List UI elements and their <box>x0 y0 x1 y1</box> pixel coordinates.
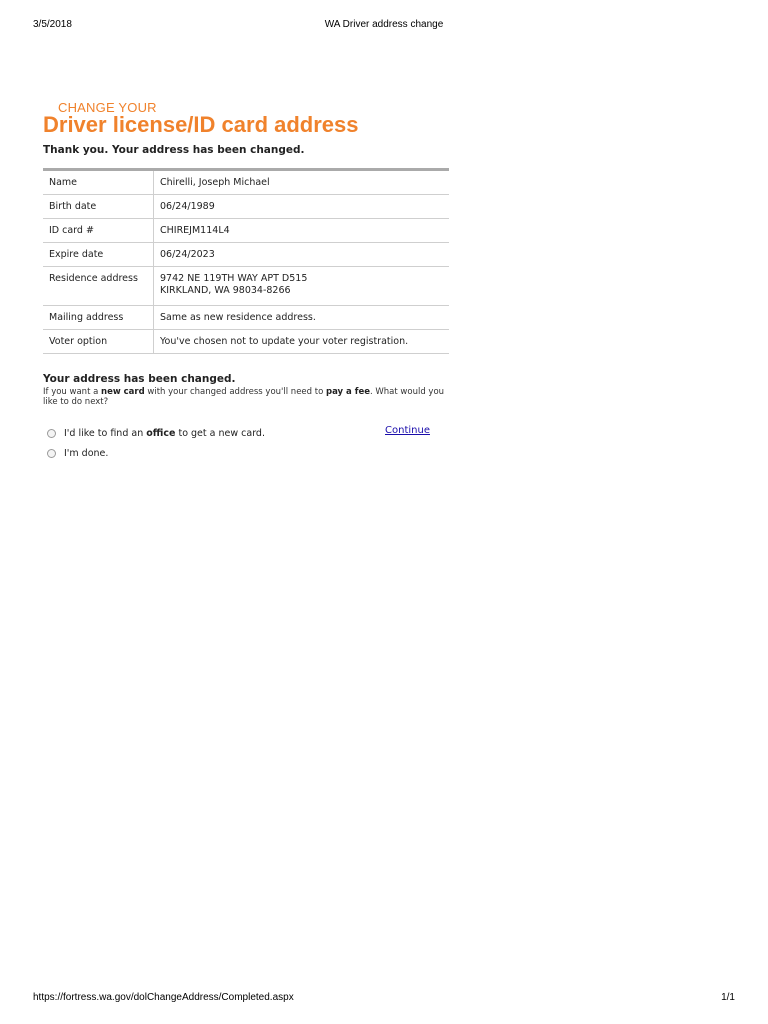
print-footer-page-number: 1/1 <box>721 992 735 1003</box>
row-value-name: Chirelli, Joseph Michael <box>154 170 450 195</box>
address-details-table <box>43 168 449 354</box>
row-label-expire-date: Expire date <box>43 243 154 267</box>
option-text: I'd like to find an <box>64 427 147 439</box>
print-footer-url: https://fortress.wa.gov/dolChangeAddress/Completed.aspx <box>33 992 294 1003</box>
row-label-id-card: ID card # <box>43 219 154 243</box>
print-header-title: WA Driver address change <box>324 19 444 30</box>
row-value-mailing-address: Same as new residence address. <box>154 306 450 330</box>
next-steps-description <box>43 387 453 407</box>
radio-find-office[interactable] <box>47 429 56 438</box>
row-label-residence-address: Residence address <box>43 267 154 306</box>
residence-address-line2: KIRKLAND, WA 98034-8266 <box>160 285 291 296</box>
print-header-date: 3/5/2018 <box>33 19 72 30</box>
row-label-mailing-address: Mailing address <box>43 306 154 330</box>
row-value-id-card: CHIREJM114L4 <box>154 219 450 243</box>
option-text: to get a new card. <box>175 427 265 439</box>
row-value-voter-option: You've chosen not to update your voter registration. <box>154 330 450 354</box>
option-find-office-label <box>64 428 265 439</box>
row-label-birth-date: Birth date <box>43 195 154 219</box>
option-find-office[interactable] <box>47 426 265 440</box>
table-row <box>43 267 449 306</box>
table-row <box>43 330 449 354</box>
confirmation-message: Thank you. Your address has been changed. <box>43 144 305 156</box>
desc-text: with your changed address you'll need to <box>144 387 326 397</box>
page-eyebrow: CHANGE YOUR <box>58 100 157 115</box>
row-label-voter-option: Voter option <box>43 330 154 354</box>
desc-text: . What would you like to do next? <box>43 387 445 407</box>
option-done[interactable] <box>47 446 108 460</box>
row-value-expire-date: 06/24/2023 <box>154 243 450 267</box>
option-done-label: I'm done. <box>64 447 109 459</box>
residence-address-line1: 9742 NE 119TH WAY APT D515 <box>160 273 308 284</box>
desc-bold-pay-fee: pay a fee <box>326 387 370 397</box>
table-row <box>43 219 449 243</box>
row-label-name: Name <box>43 170 154 195</box>
page-title: Driver license/ID card address <box>43 112 359 137</box>
continue-link[interactable]: Continue <box>385 425 430 436</box>
desc-bold-new-card: new card <box>101 387 145 397</box>
option-bold-office: office <box>146 427 176 439</box>
desc-text: If you want a <box>43 387 102 397</box>
row-value-residence-address <box>154 267 450 306</box>
table-row <box>43 243 449 267</box>
table-row <box>43 306 449 330</box>
table-row <box>43 195 449 219</box>
table-row <box>43 170 449 195</box>
row-value-birth-date: 06/24/1989 <box>154 195 450 219</box>
next-steps-heading: Your address has been changed. <box>43 373 236 385</box>
radio-done[interactable] <box>47 449 56 458</box>
